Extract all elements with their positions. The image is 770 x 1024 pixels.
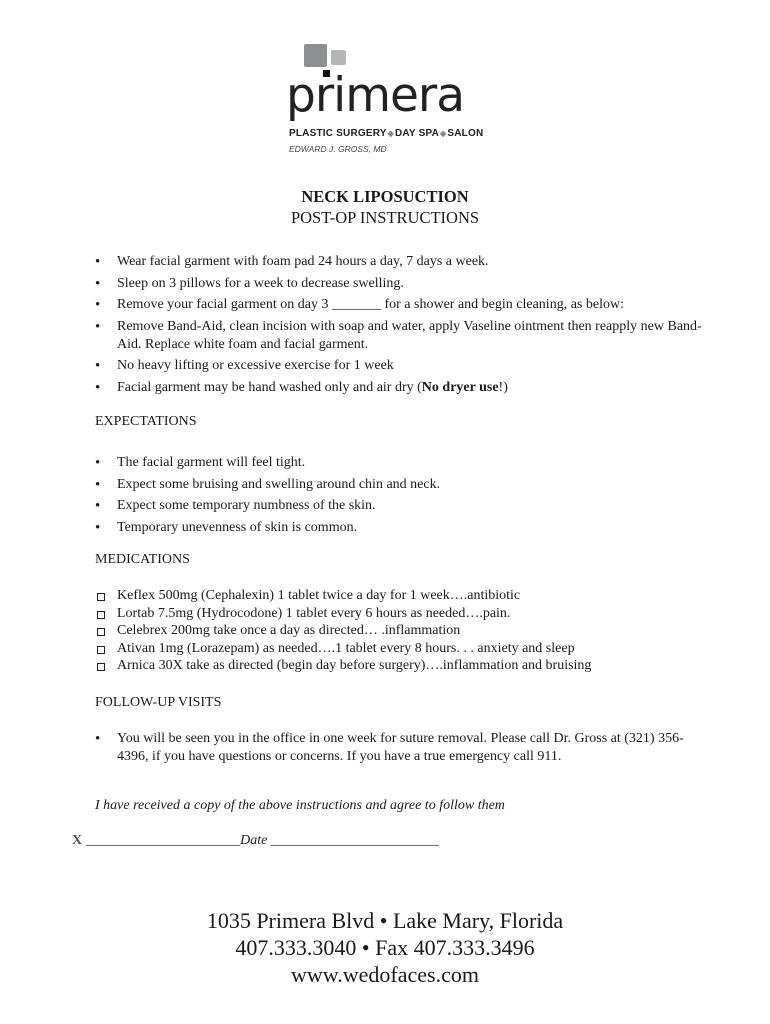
followup-heading: FOLLOW-UP VISITS [95, 695, 222, 710]
signature-field[interactable]: ______________________ [86, 833, 241, 848]
checkbox-item: Arnica 30X take as directed (begin day before surgery)….inflammation and bruising [95, 657, 715, 675]
medications-list [95, 587, 715, 675]
expectations-list [95, 454, 715, 540]
date-label: Date [240, 833, 268, 848]
document-subtitle: POST-OP INSTRUCTIONS [290, 208, 480, 227]
footer-website: www.wedofaces.com [291, 962, 479, 987]
separator-dot-icon: ◆ [387, 129, 394, 138]
acknowledgement-statement: I have received a copy of the above instructions and agree to follow them [95, 798, 505, 813]
dryer-bold: No dryer use [421, 379, 499, 395]
list-item: • Remove Band-Aid, clean incision with soap and water, apply Vaseline ointment then reapply new Band-Aid. Replace white foam and facial garment. [95, 318, 715, 354]
tagline-part: PLASTIC SURGERY [289, 128, 387, 139]
checkbox-item: Lortab 7.5mg (Hydrocodone) 1 tablet every 6 hours as needed….pain. [95, 605, 715, 623]
list-item [95, 379, 715, 397]
primera-logo [286, 42, 526, 158]
dryer-text-end: !) [498, 379, 508, 395]
tagline-part: DAY SPA [395, 128, 440, 139]
list-item: • The facial garment will feel tight. [95, 454, 715, 472]
list-item: • No heavy lifting or excessive exercise for 1 week [95, 357, 715, 375]
logo-doctor: EDWARD J. GROSS, MD [289, 144, 387, 154]
footer-address: 1035 Primera Blvd • Lake Mary, Florida [206, 908, 564, 933]
followup-list [95, 730, 715, 770]
list-item: • Expect some temporary numbness of the skin. [95, 497, 715, 515]
list-item: • Wear facial garment with foam pad 24 hours a day, 7 days a week. [95, 253, 715, 271]
checkbox-item: Keflex 500mg (Cephalexin) 1 tablet twice a day for 1 week….antibiotic [95, 587, 715, 605]
document-title: NECK LIPOSUCTION [301, 187, 469, 206]
logo-wordmark: primera [286, 68, 465, 123]
checkbox-item: Celebrex 200mg take once a day as directed… .inflammation [95, 622, 715, 640]
separator-dot-icon: ◆ [440, 129, 447, 138]
list-item: • Expect some bruising and swelling around chin and neck. [95, 476, 715, 494]
footer-phone: 407.333.3040 • Fax 407.333.3496 [235, 935, 535, 960]
list-item: • Temporary unevenness of skin is common. [95, 519, 715, 537]
list-item: • You will be seen you in the office in one week for suture removal. Please call Dr. Gross at (321) 356-4396, if you have questions or concerns. If you have a true emergency call 911. [95, 730, 715, 766]
list-item: • Sleep on 3 pillows for a week to decrease swelling. [95, 275, 715, 293]
list-item: • Remove your facial garment on day 3 _______ for a shower and begin cleaning, as below: [95, 296, 715, 314]
checkbox-item: Ativan 1mg (Lorazepam) as needed….1 tablet every 8 hours. . . anxiety and sleep [95, 640, 715, 658]
expectations-heading: EXPECTATIONS [95, 414, 197, 429]
medications-heading: MEDICATIONS [95, 552, 190, 567]
instructions-list [95, 253, 715, 400]
signature-mark: X [72, 833, 83, 848]
logo-tagline [289, 128, 483, 139]
tagline-part: SALON [447, 128, 484, 139]
date-field[interactable]: ________________________ [270, 833, 439, 848]
signature-line [72, 833, 439, 849]
dryer-text: Facial garment may be hand washed only and air dry ( [117, 379, 422, 395]
